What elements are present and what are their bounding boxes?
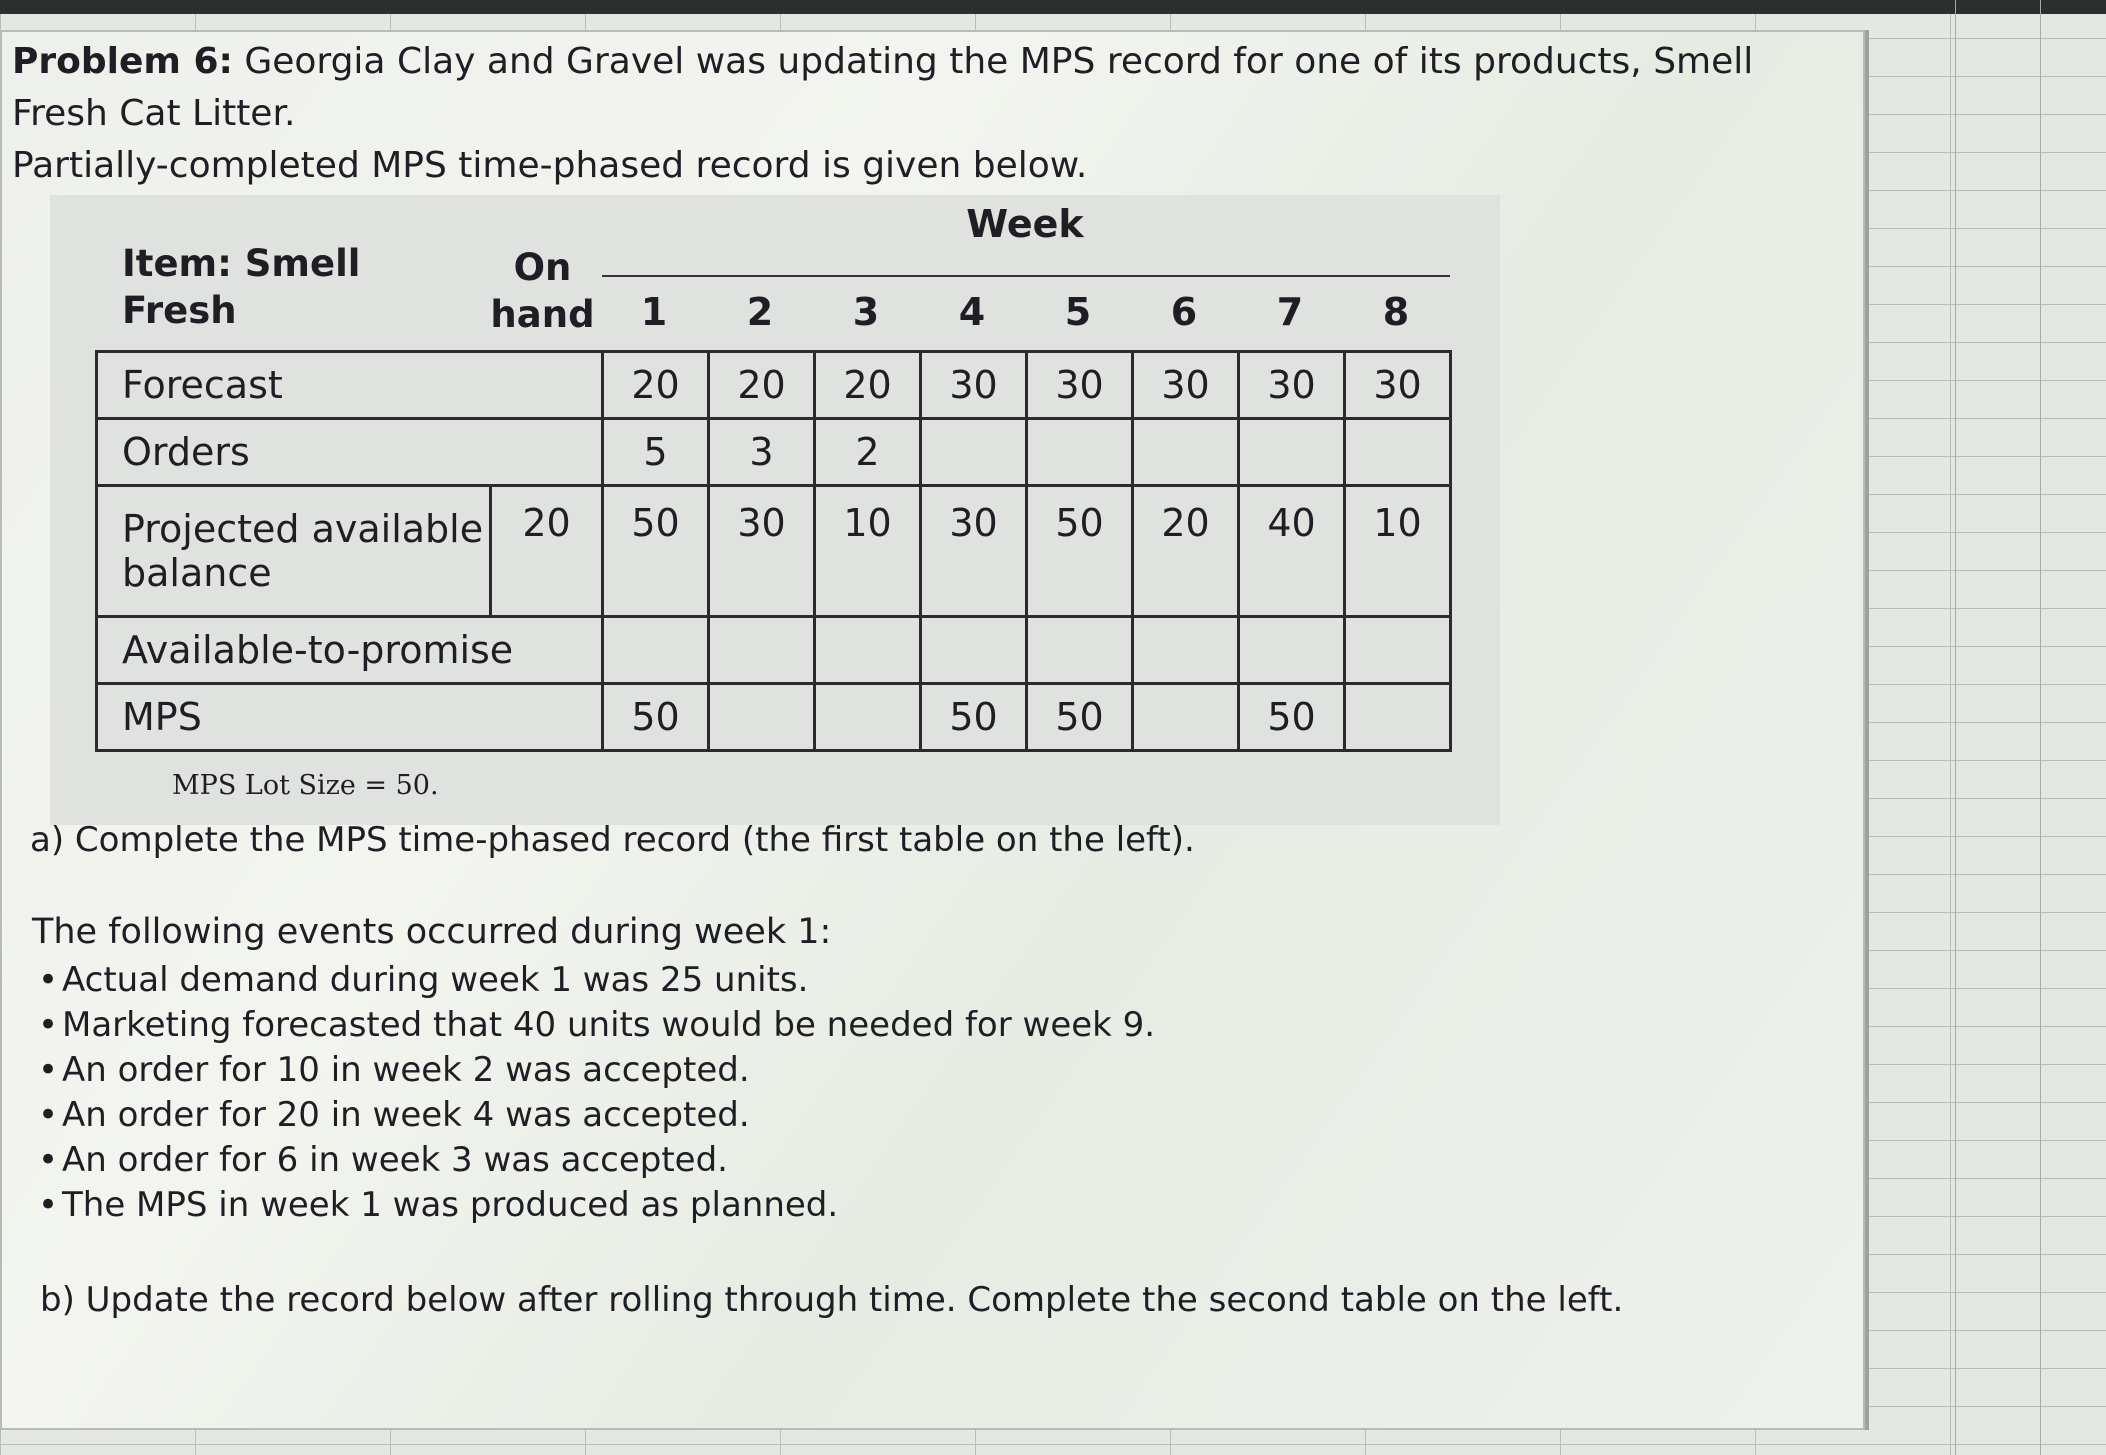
atp-cell bbox=[603, 617, 709, 684]
mps-label: MPS bbox=[97, 684, 603, 751]
atp-cell bbox=[1345, 617, 1451, 684]
event-item: • An order for 6 in week 3 was accepted. bbox=[38, 1138, 1155, 1183]
document-edge bbox=[1865, 30, 1869, 1430]
week-number: 7 bbox=[1276, 290, 1304, 334]
on-hand-header-line2: hand bbox=[490, 293, 595, 336]
forecast-cell: 30 bbox=[921, 352, 1027, 419]
week-number: 8 bbox=[1382, 290, 1410, 334]
projected-label-line2: balance bbox=[122, 551, 272, 595]
question-a: a) Complete the MPS time-phased record (the first table on the left). bbox=[30, 820, 1195, 860]
mps-cell bbox=[1133, 684, 1239, 751]
week-number: 1 bbox=[640, 290, 668, 334]
events-heading: The following events occurred during week 1: bbox=[32, 912, 832, 952]
event-item: • The MPS in week 1 was produced as planned. bbox=[38, 1183, 1155, 1228]
projected-available-row bbox=[97, 486, 1451, 617]
mps-cell bbox=[709, 684, 815, 751]
lot-size-note: MPS Lot Size = 50. bbox=[172, 770, 439, 801]
projected-cell: 30 bbox=[709, 486, 815, 617]
orders-cell bbox=[1345, 419, 1451, 486]
atp-cell bbox=[921, 617, 1027, 684]
forecast-cell: 30 bbox=[1133, 352, 1239, 419]
atp-cell bbox=[1027, 617, 1133, 684]
mps-cell: 50 bbox=[921, 684, 1027, 751]
mps-record-table bbox=[95, 350, 1452, 752]
mps-row bbox=[97, 684, 1451, 751]
week-number: 5 bbox=[1064, 290, 1092, 334]
events-list bbox=[38, 958, 1155, 1228]
projected-cell: 20 bbox=[1133, 486, 1239, 617]
projected-cell: 10 bbox=[1345, 486, 1451, 617]
orders-cell: 3 bbox=[709, 419, 815, 486]
top-edge-bar bbox=[0, 0, 2106, 14]
projected-cell: 30 bbox=[921, 486, 1027, 617]
atp-cell bbox=[1239, 617, 1345, 684]
atp-cell bbox=[709, 617, 815, 684]
orders-cell bbox=[921, 419, 1027, 486]
mps-cell bbox=[1345, 684, 1451, 751]
projected-cell: 50 bbox=[603, 486, 709, 617]
forecast-label: Forecast bbox=[97, 352, 603, 419]
orders-row bbox=[97, 419, 1451, 486]
forecast-cell: 30 bbox=[1027, 352, 1133, 419]
problem-intro-line1: Georgia Clay and Gravel was updating the MPS record for one of its products, Smell Fresh Cat Litter. bbox=[12, 41, 1754, 134]
on-hand-header bbox=[485, 244, 600, 338]
week-number: 4 bbox=[958, 290, 986, 334]
forecast-cell: 20 bbox=[815, 352, 921, 419]
mps-cell bbox=[815, 684, 921, 751]
grid-column-line bbox=[1955, 0, 1956, 1455]
orders-cell: 5 bbox=[603, 419, 709, 486]
orders-cell bbox=[1027, 419, 1133, 486]
projected-cell: 50 bbox=[1027, 486, 1133, 617]
event-item: • Actual demand during week 1 was 25 units. bbox=[38, 958, 1155, 1003]
atp-cell bbox=[815, 617, 921, 684]
on-hand-header-line1: On bbox=[513, 246, 572, 289]
question-b: b) Update the record below after rolling through time. Complete the second table on the left. bbox=[40, 1280, 1624, 1320]
orders-label: Orders bbox=[97, 419, 603, 486]
forecast-cell: 20 bbox=[709, 352, 815, 419]
mps-cell: 50 bbox=[1239, 684, 1345, 751]
available-to-promise-label: Available-to-promise bbox=[97, 617, 603, 684]
projected-cell: 10 bbox=[815, 486, 921, 617]
event-item: • An order for 20 in week 4 was accepted. bbox=[38, 1093, 1155, 1138]
week-header-rule bbox=[602, 275, 1450, 277]
orders-cell: 2 bbox=[815, 419, 921, 486]
item-header bbox=[122, 240, 360, 334]
orders-cell bbox=[1133, 419, 1239, 486]
atp-cell bbox=[1133, 617, 1239, 684]
forecast-row bbox=[97, 352, 1451, 419]
week-number: 2 bbox=[746, 290, 774, 334]
event-item: • An order for 10 in week 2 was accepted. bbox=[38, 1048, 1155, 1093]
problem-intro-line2: Partially-completed MPS time-phased record is given below. bbox=[12, 145, 1088, 186]
projected-label-line1: Projected available bbox=[122, 507, 484, 551]
grid-column-line bbox=[2040, 0, 2041, 1455]
mps-cell: 50 bbox=[1027, 684, 1133, 751]
on-hand-value: 20 bbox=[491, 486, 603, 617]
item-header-line2: Fresh bbox=[122, 289, 237, 332]
projected-cell: 40 bbox=[1239, 486, 1345, 617]
mps-cell: 50 bbox=[603, 684, 709, 751]
week-number: 6 bbox=[1170, 290, 1198, 334]
problem-number: Problem 6: bbox=[12, 41, 233, 82]
week-header: Week bbox=[966, 202, 1084, 246]
forecast-cell: 20 bbox=[603, 352, 709, 419]
forecast-cell: 30 bbox=[1239, 352, 1345, 419]
projected-available-label bbox=[97, 486, 491, 617]
week-number: 3 bbox=[852, 290, 880, 334]
item-header-line1: Item: Smell bbox=[122, 242, 361, 285]
forecast-cell: 30 bbox=[1345, 352, 1451, 419]
orders-cell bbox=[1239, 419, 1345, 486]
event-item: • Marketing forecasted that 40 units would be needed for week 9. bbox=[38, 1003, 1155, 1048]
problem-statement bbox=[12, 36, 1842, 192]
available-to-promise-row bbox=[97, 617, 1451, 684]
